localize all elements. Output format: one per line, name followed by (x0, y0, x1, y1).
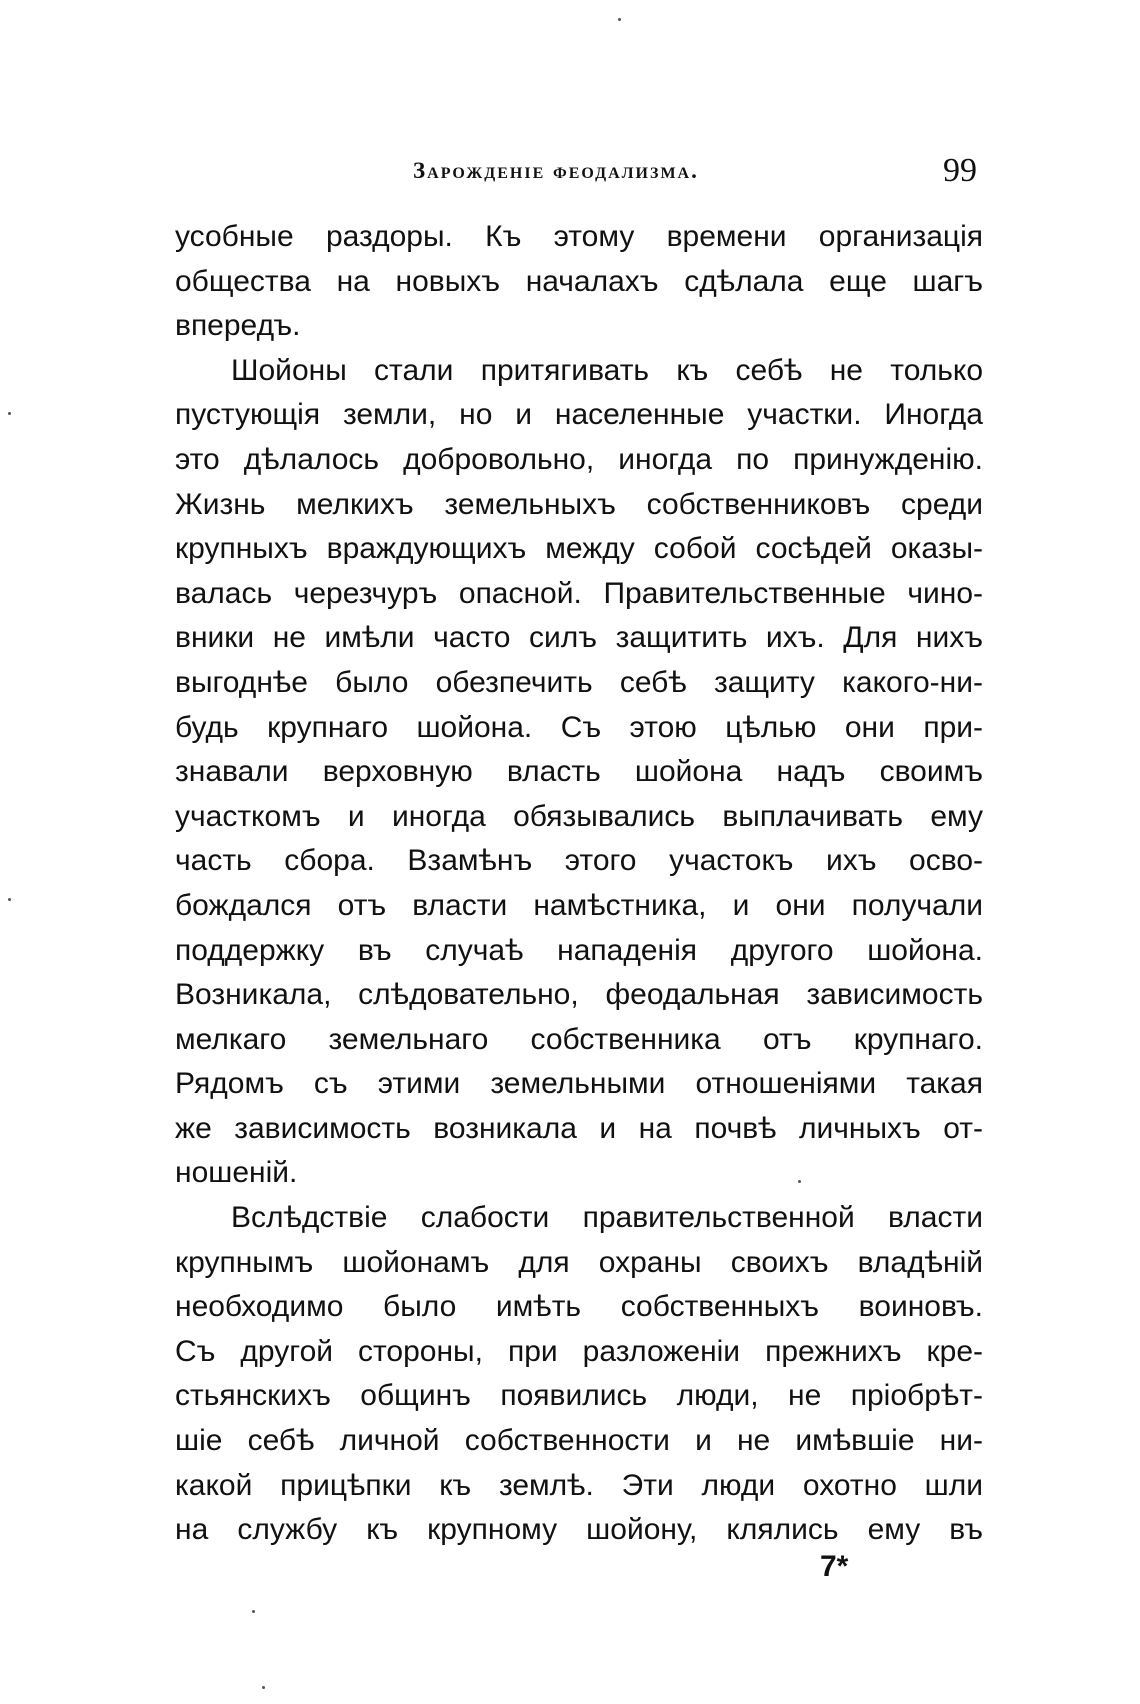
text-line: знавали верховную власть шойона надъ своимъ (175, 755, 983, 789)
text-line: часть сбора. Взамѣнъ этого участокъ ихъ осво- (175, 844, 983, 878)
text-line: впередъ. (175, 309, 301, 343)
page-number: 99 (943, 152, 977, 189)
running-head (175, 152, 983, 192)
text-line: необходимо было имѣть собственныхъ воиновъ. (175, 1290, 983, 1324)
text-line: на службу къ крупному шойону, клялись ему въ (175, 1513, 983, 1547)
text-line: пустующія земли, но и населенные участки. Иногда (175, 398, 983, 432)
text-line: Жизнь мелкихъ земельныхъ собственниковъ среди (175, 487, 983, 521)
text-line: вники не имѣли часто силъ защитить ихъ. Для нихъ (175, 621, 983, 655)
text-line: бождался отъ власти намѣстника, и они получали (175, 888, 983, 922)
text-line: мелкаго земельнаго собственника отъ крупнаго. (175, 1022, 983, 1056)
scan-speck (8, 898, 11, 901)
text-line: Съ другой стороны, при разложеніи прежнихъ кре- (175, 1334, 983, 1368)
signature-mark: 7* (820, 1550, 849, 1583)
scan-speck (798, 1180, 801, 1183)
text-line: поддержку въ случаѣ нападенія другого шойона. (175, 933, 983, 967)
scan-speck (252, 1610, 255, 1613)
text-line: Рядомъ съ этими земельными отношеніями такая (175, 1067, 983, 1101)
scan-speck (618, 18, 621, 21)
text-line: какой прицѣпки къ землѣ. Эти люди охотно шли (175, 1468, 983, 1502)
running-title: Зарожденіе феодализма. (413, 158, 699, 183)
text-line: ношеній. (175, 1156, 298, 1190)
text-line: же зависимость возникала и на почвѣ личныхъ от- (175, 1111, 983, 1145)
text-line: участкомъ и иногда обязывались выплачивать ему (175, 799, 983, 833)
text-line: усобные раздоры. Къ этому времени организація (175, 220, 983, 253)
text-line: крупнымъ шойонамъ для охраны своихъ владѣній (175, 1245, 983, 1279)
text-line: Возникала, слѣдовательно, феодальная зависимость (175, 978, 983, 1012)
text-line: это дѣлалось добровольно, иногда по принужденію. (175, 442, 983, 476)
text-line: будь крупнаго шойона. Съ этою цѣлью они при- (175, 710, 983, 744)
text-line: общества на новыхъ началахъ сдѣлала еще шагъ (175, 264, 983, 298)
body-text (175, 215, 983, 1553)
text-line: Шойоны стали притягивать къ себѣ не только (231, 353, 983, 387)
text-line: выгоднѣе было обезпечить себѣ защиту какого-ни- (175, 665, 983, 699)
scan-speck (8, 412, 11, 415)
text-line: стьянскихъ общинъ появились люди, не пріобрѣт- (175, 1379, 983, 1413)
text-line: Вслѣдствіе слабости правительственной власти (231, 1201, 983, 1235)
text-line: крупныхъ враждующихъ между собой сосѣдей оказы- (175, 532, 983, 566)
scan-speck (262, 1686, 265, 1689)
text-line: шіе себѣ личной собственности и не имѣвшіе ни- (175, 1424, 983, 1458)
text-line: валась черезчуръ опасной. Правительственные чино- (175, 576, 983, 610)
